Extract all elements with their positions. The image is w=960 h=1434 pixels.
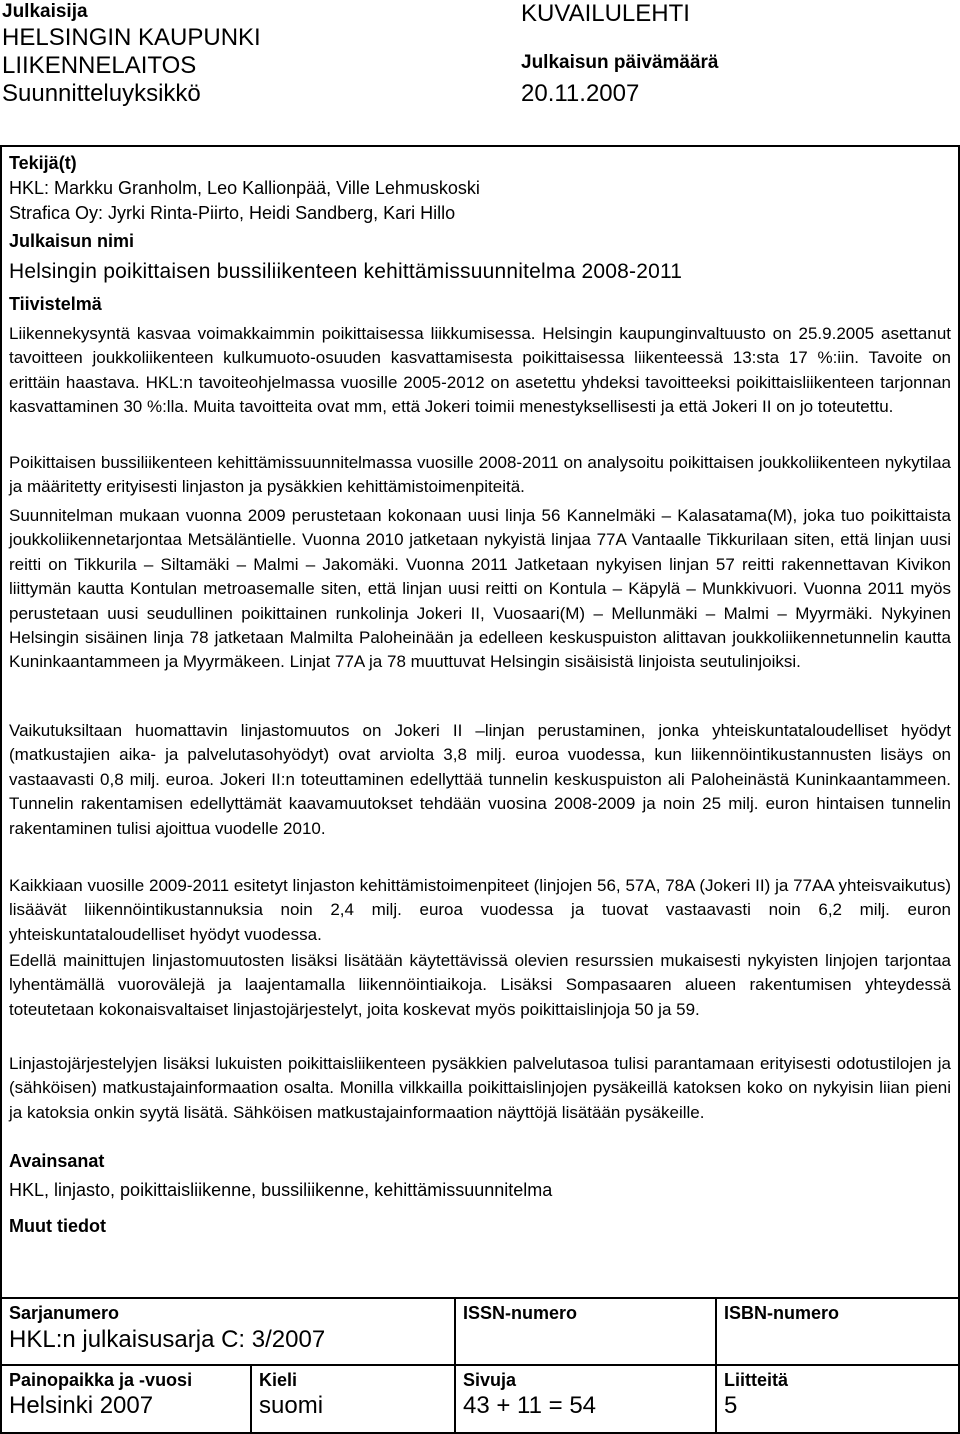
- series-label: Sarjanumero: [9, 1303, 120, 1323]
- abstract-paragraph-6: Edellä mainittujen linjastomuutosten lisäksi lisätään käytettävissä olevien resurssien mukaisesti nykyisten linjojen tarjontaa lyhentämällä vuorovälejä ja laajentamalla liikennöintiaikoja. Lisäksi Sompasaaren alueen rakentumisen yhteydessä toteutetaan kokonaisvaltaiset linjastojärjestelyt, joita koskevat myös poikittaislinjoja 50 ja 59.: [9, 951, 951, 1019]
- abstract-paragraph-5: Kaikkiaan vuosille 2009-2011 esitetyt linjaston kehittämistoimenpiteet (linjojen 56, 57A, 78A (Jokeri II) ja 77AA yhteisvaikutus) lisäävät liikennöintikustannuksia noin 2,4 milj. euroa vuodessa ja tuovat vastaavasti noin 6,2 milj. euron yhteiskuntataloudelliset hyödyt vuodessa.: [9, 876, 951, 944]
- keywords-value: HKL, linjasto, poikittaisliikenne, bussiliikenne, kehittämissuunnitelma: [9, 1180, 553, 1200]
- authors-label: Tekijä(t): [9, 153, 77, 173]
- abstract-paragraph-1: Liikennekysyntä kasvaa voimakkaimmin poikittaisessa liikkumisessa. Helsingin kaupunginvaltuusto on 25.9.2005 asettanut tavoitteen joukkoliikenteen kulkumuoto-osuuden kasvattamisesta poikittaisessa liikenteessä 13:sta 17 %:iin. Tavoite on erittäin haastava. HKL:n tavoiteohjelmassa vuosille 2005-2012 on asetettu yhdeksi tavoitteeksi poikittaisliikenteen tarjonnan kasvattaminen 30 %:lla. Muita tavoitteita ovat mm, että Jokeri toimii menestyksellisesti ja että Jokeri II on jo toteutettu.: [9, 324, 951, 417]
- publisher-line-3: Suunnitteluyksikkö: [2, 80, 201, 107]
- abstract-paragraph-4: Vaikutuksiltaan huomattavin linjastomuutos on Jokeri II –linjan perustaminen, jonka yhteiskuntataloudelliset hyödyt (matkustajien aika- ja palvelutasohyödyt) ovat arviolta 3,8 milj. euroa vuodessa, kun liikennöintikustannusten lisäys on vastaavasti 0,8 milj. euroa. Jokeri II:n toteuttaminen edellyttää tunnelin keskuspuiston ali Paloheinästä Kuninkaantammeen. Tunnelin rakentamisen edellyttämät kaavamuutokset tehdään vuosina 2008-2009 ja noin 25 milj. euron hintaisen tunnelin rakentaminen tulisi ajoittua vuodelle 2010.: [9, 721, 951, 838]
- form-title: KUVAILULEHTI: [521, 0, 690, 27]
- appendices-label: Liitteitä: [724, 1370, 789, 1390]
- publisher-label: Julkaisija: [2, 1, 88, 22]
- footer-middle-rule: [0, 1364, 960, 1366]
- pages-value: 43 + 11 = 54: [463, 1392, 597, 1419]
- issn-label: ISSN-numero: [463, 1303, 578, 1323]
- footer-divider-isbn: [715, 1297, 717, 1434]
- date-label: Julkaisun päivämäärä: [521, 52, 719, 73]
- authors-line-2: Strafica Oy: Jyrki Rinta-Piirto, Heidi Sandberg, Kari Hillo: [9, 203, 456, 223]
- other-info-label: Muut tiedot: [9, 1216, 106, 1236]
- abstract-paragraph-3: Suunnitelman mukaan vuonna 2009 perustetaan kokonaan uusi linja 56 Kannelmäki – Kalasatama(M), joka tuo poikittaista joukkoliikennetarjontaa Metsäläntielle. Vuonna 2010 jatketaan nykyistä linjaa 77A Vantaalle Tikkurilaan siten, että linjan uusi reitti on Tikkurila – Siltamäki – Malmi – Jakomäki. Vuonna 2011 Jatketaan nykyisen linjan 57 reitti rakennettavan Kivikon liittymän kautta Kontulan metroasemalle siten, että linjan uusi reitti on Kontula – Käpylä – Munkkivuori. Vuonna 2011 myös perustetaan uusi seudullinen poikittainen runkolinja Jokeri II, Vuosaari(M) – Mellunmäki – Malmi – Myyrmäki. Nykyinen Helsingin sisäinen linja 78 jatketaan Malmilta Paloheinään ja edelleen keskuspuiston alittavan joukkoliikennetunnelin kautta Kuninkaantammeen ja Myyrmäkeen. Linjat 77A ja 78 muuttuvat Helsingin sisäisistä linjoista seutulinjoiksi.: [9, 506, 951, 672]
- language-value: suomi: [259, 1392, 324, 1419]
- footer-divider-language: [250, 1364, 252, 1434]
- abstract-paragraph-2: Poikittaisen bussiliikenteen kehittämissuunnitelmassa vuosille 2008-2011 on analysoitu poikittaisen joukkoliikenteen nykytilaa ja määritetty erityisesti linjaston ja pysäkkien kehittämistoimenpiteitä.: [9, 453, 951, 497]
- abstract-label: Tiivistelmä: [9, 294, 102, 314]
- footer-divider-issn: [454, 1297, 456, 1434]
- publisher-line-1: HELSINGIN KAUPUNKI: [2, 24, 261, 51]
- date-value: 20.11.2007: [521, 80, 640, 107]
- series-value: HKL:n julkaisusarja C: 3/2007: [9, 1326, 326, 1353]
- language-label: Kieli: [259, 1370, 298, 1390]
- appendices-value: 5: [724, 1392, 738, 1419]
- publication-label: Julkaisun nimi: [9, 231, 135, 251]
- pages-label: Sivuja: [463, 1370, 517, 1390]
- isbn-label: ISBN-numero: [724, 1303, 840, 1323]
- print-place-label: Painopaikka ja -vuosi: [9, 1370, 193, 1390]
- publication-title: Helsingin poikittaisen bussiliikenteen kehittämissuunnitelma 2008-2011: [9, 260, 683, 283]
- print-place-value: Helsinki 2007: [9, 1392, 154, 1419]
- publisher-line-2: LIIKENNELAITOS: [2, 52, 197, 79]
- authors-line-1: HKL: Markku Granholm, Leo Kallionpää, Ville Lehmuskoski: [9, 178, 480, 198]
- frame-left-rule: [0, 145, 2, 1432]
- footer-top-rule: [0, 1297, 960, 1299]
- abstract-paragraph-7: Linjastojärjestelyjen lisäksi lukuisten poikittaisliikenteen pysäkkien palvelutasoa tulisi parantamaan erityisesti odotustilojen ja (sähköisen) matkustajainformaation osalta. Monilla vilkkailla poikittaislinjojen pysäkeillä katoksen koko on nykyisin liian pieni ja katoksia onkin syytä lisätä. Sähköisen matkustajainformaation näyttöjä lisätään pysäkeille.: [9, 1054, 951, 1122]
- keywords-label: Avainsanat: [9, 1151, 105, 1171]
- frame-top-rule: [0, 145, 960, 147]
